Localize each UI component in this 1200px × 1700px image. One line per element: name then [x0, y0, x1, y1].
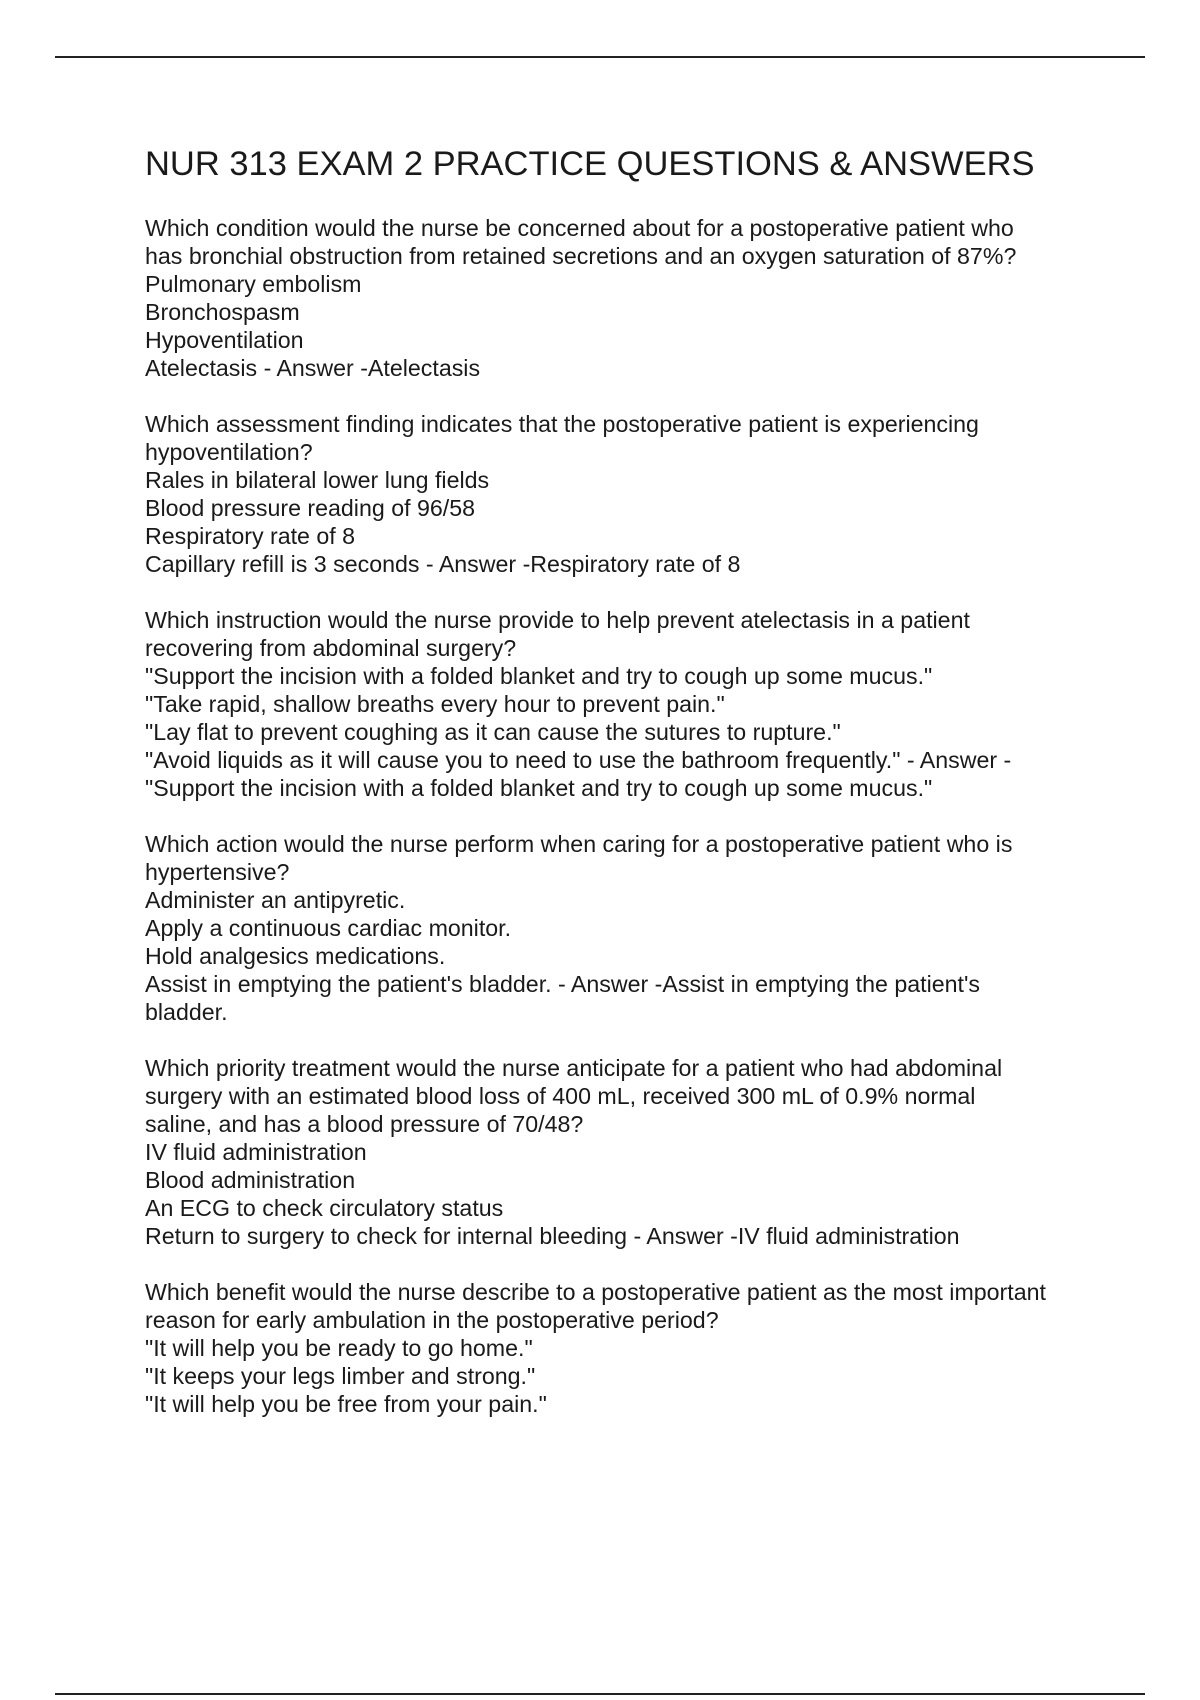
answer-line: bladder. — [145, 999, 228, 1025]
answer-line: Capillary refill is 3 seconds - Answer -Respiratory rate of 8 — [145, 551, 741, 577]
question-line: surgery with an estimated blood loss of 400 mL, received 300 mL of 0.9% normal — [145, 1083, 976, 1109]
option-line: "It will help you be ready to go home." — [145, 1335, 533, 1361]
option-line: Rales in bilateral lower lung fields — [145, 467, 490, 493]
question-line: Which assessment finding indicates that the postoperative patient is experiencing — [145, 411, 979, 437]
bottom-rule — [55, 1693, 1145, 1695]
question-line: hypoventilation? — [145, 439, 313, 465]
option-line: Pulmonary embolism — [145, 271, 362, 297]
question-line: has bronchial obstruction from retained secretions and an oxygen saturation of 87%? — [145, 243, 1017, 269]
option-line: Respiratory rate of 8 — [145, 523, 356, 549]
question-line: Which condition would the nurse be concerned about for a postoperative patient who — [145, 215, 1014, 241]
option-line: "Lay flat to prevent coughing as it can cause the sutures to rupture." — [145, 719, 841, 745]
option-line: Apply a continuous cardiac monitor. — [145, 915, 512, 941]
option-line: "Take rapid, shallow breaths every hour to prevent pain." — [145, 691, 725, 717]
option-line: Administer an antipyretic. — [145, 887, 406, 913]
question-line: reason for early ambulation in the postoperative period? — [145, 1307, 719, 1333]
document-title: NUR 313 EXAM 2 PRACTICE QUESTIONS & ANSWERS — [145, 145, 1035, 183]
question-block-3 — [145, 606, 1095, 802]
question-block-5 — [145, 1054, 1095, 1250]
question-block-1 — [145, 214, 1095, 382]
option-line: Blood pressure reading of 96/58 — [145, 495, 476, 521]
question-block-6 — [145, 1278, 1095, 1418]
option-line: "It keeps your legs limber and strong." — [145, 1363, 536, 1389]
option-line: "Support the incision with a folded blanket and try to cough up some mucus." — [145, 663, 933, 689]
question-block-2 — [145, 410, 1095, 578]
top-rule — [55, 56, 1145, 58]
answer-line: "Avoid liquids as it will cause you to need to use the bathroom frequently." - Answer - — [145, 747, 1012, 773]
question-line: Which action would the nurse perform when caring for a postoperative patient who is — [145, 831, 1013, 857]
question-line: hypertensive? — [145, 859, 290, 885]
question-line: recovering from abdominal surgery? — [145, 635, 517, 661]
question-line: Which benefit would the nurse describe to a postoperative patient as the most important — [145, 1279, 1046, 1305]
question-line: Which priority treatment would the nurse anticipate for a patient who had abdominal — [145, 1055, 1003, 1081]
option-line: Blood administration — [145, 1167, 356, 1193]
question-line: Which instruction would the nurse provide to help prevent atelectasis in a patient — [145, 607, 970, 633]
answer-line: Atelectasis - Answer -Atelectasis — [145, 355, 481, 381]
option-line: "It will help you be free from your pain." — [145, 1391, 547, 1417]
answer-line: Assist in emptying the patient's bladder. - Answer -Assist in emptying the patient's — [145, 971, 980, 997]
question-line: saline, and has a blood pressure of 70/48? — [145, 1111, 584, 1137]
option-line: Hold analgesics medications. — [145, 943, 446, 969]
answer-line: "Support the incision with a folded blanket and try to cough up some mucus." — [145, 775, 933, 801]
option-line: IV fluid administration — [145, 1139, 367, 1165]
answer-line: Return to surgery to check for internal bleeding - Answer -IV fluid administration — [145, 1223, 960, 1249]
option-line: Bronchospasm — [145, 299, 300, 325]
question-block-4 — [145, 830, 1095, 1026]
option-line: An ECG to check circulatory status — [145, 1195, 504, 1221]
document-page — [145, 142, 1095, 1446]
option-line: Hypoventilation — [145, 327, 304, 353]
